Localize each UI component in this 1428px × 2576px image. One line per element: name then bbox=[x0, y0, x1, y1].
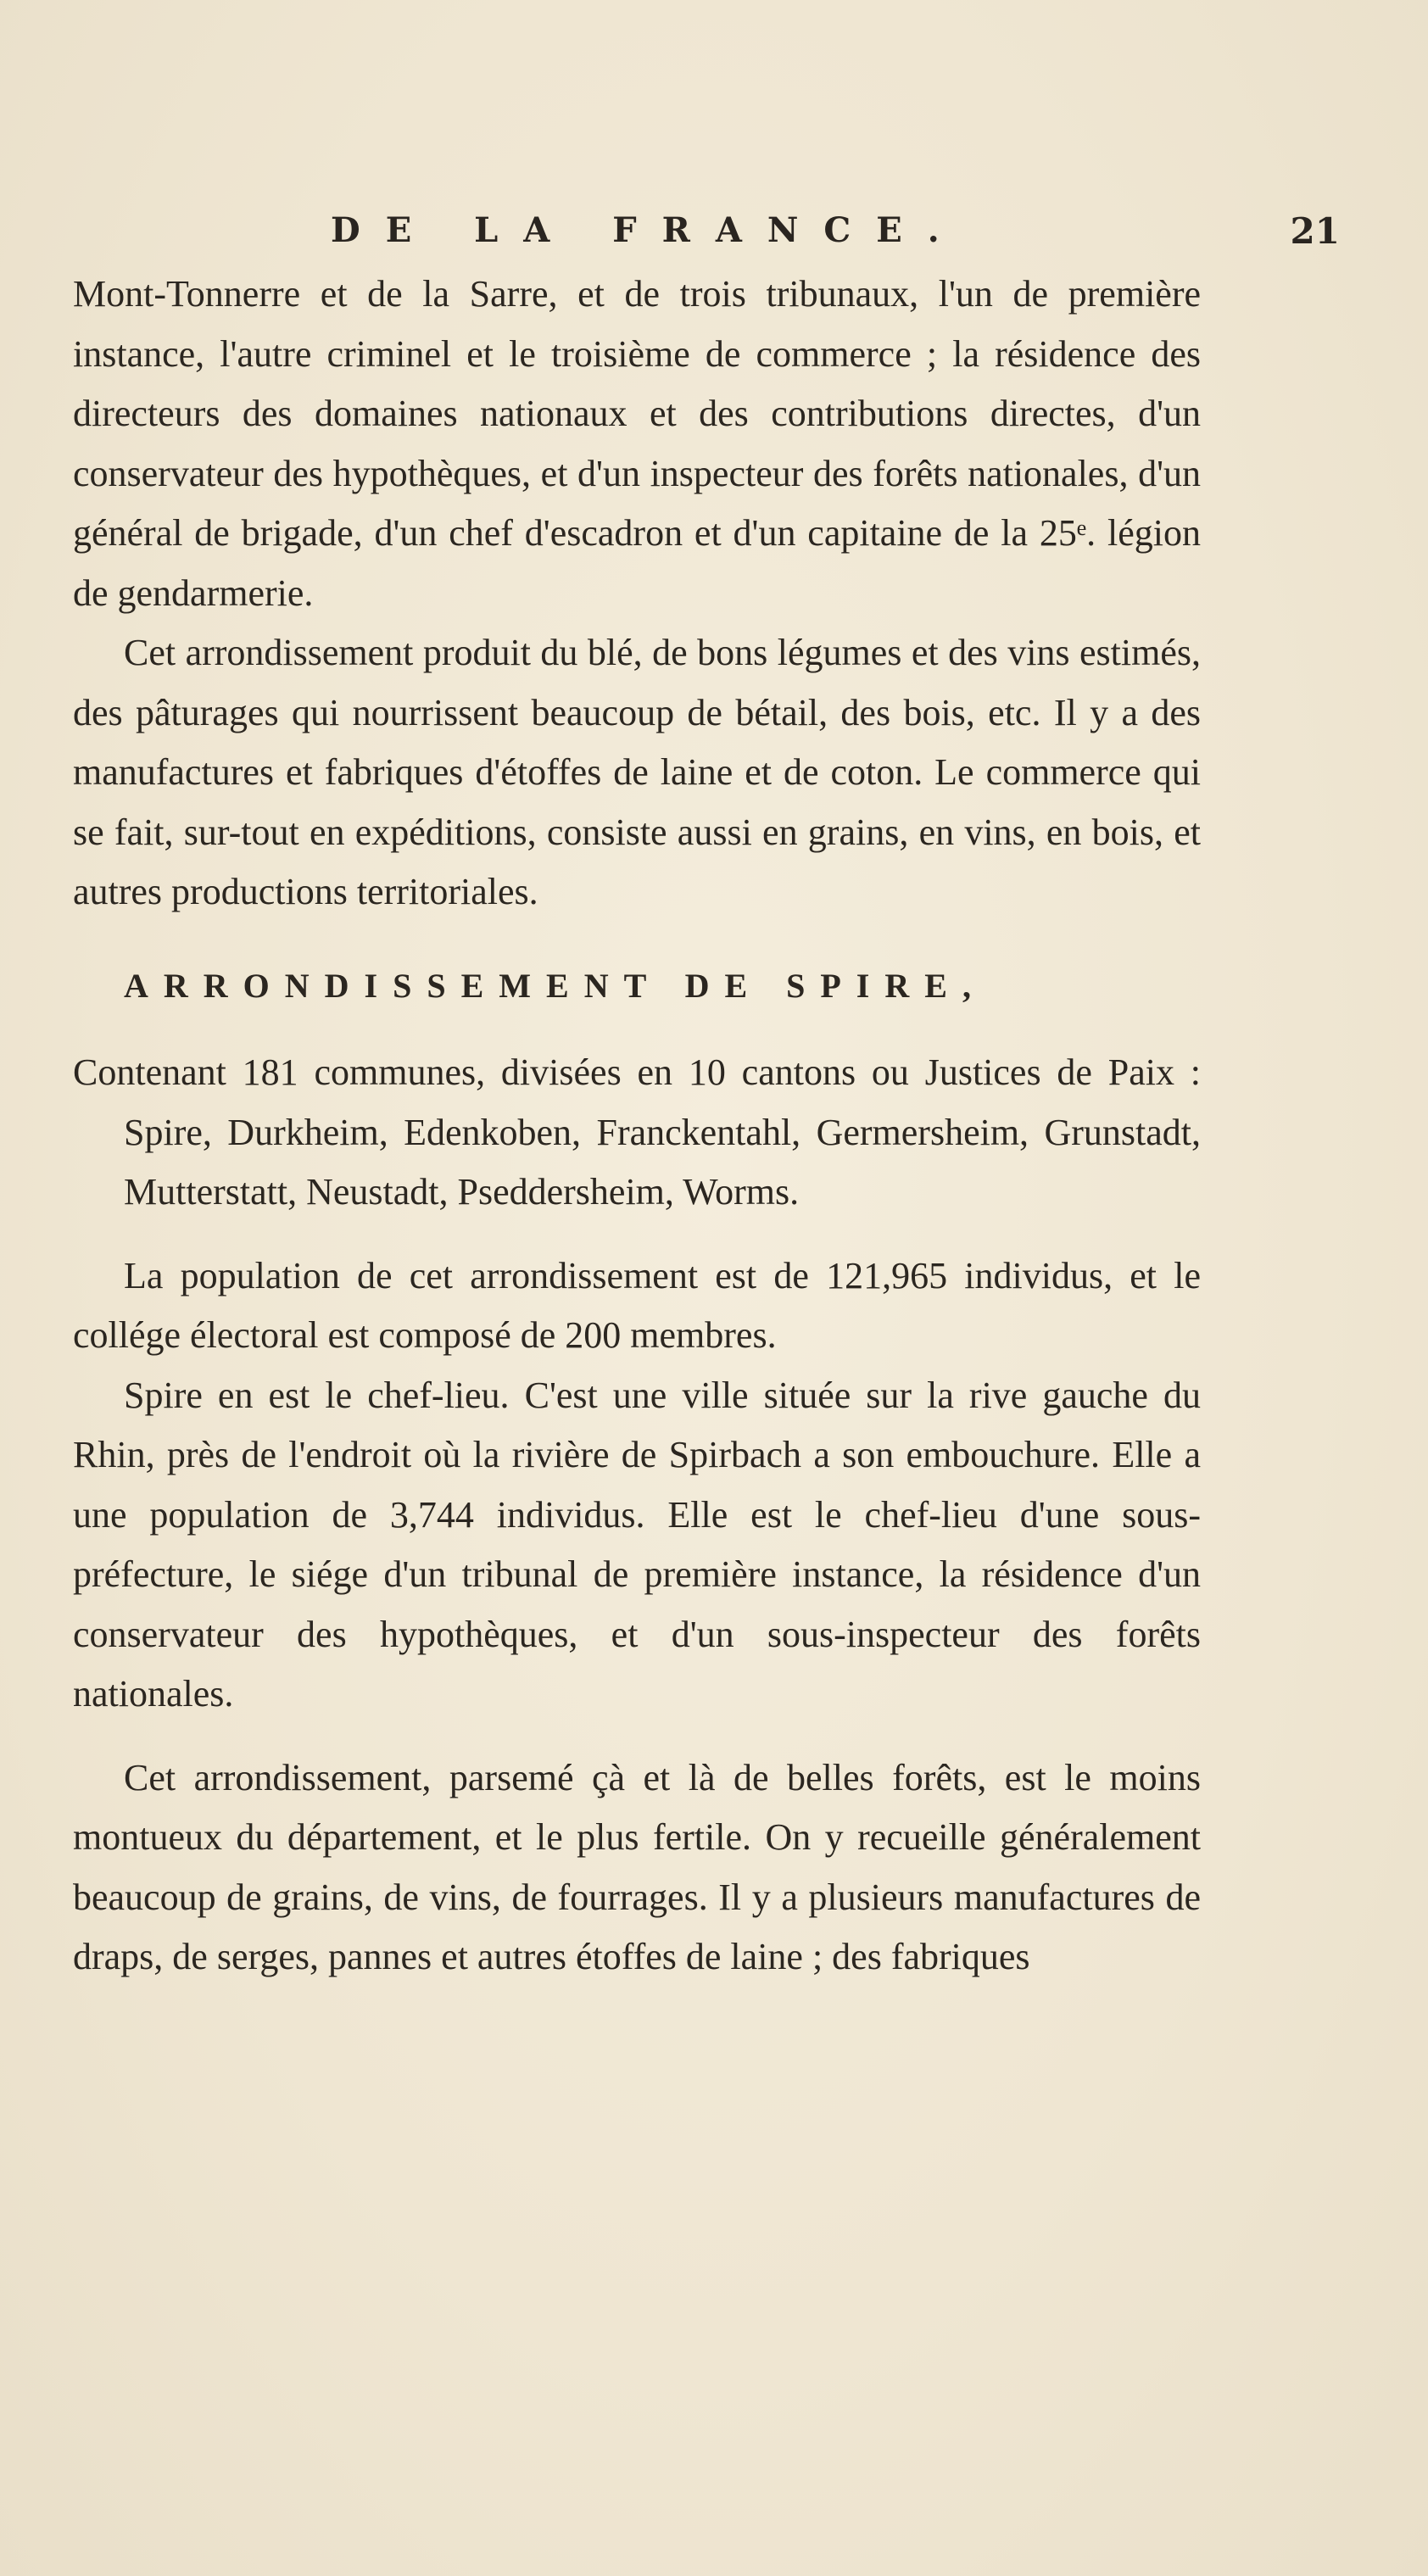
paragraph-produce: Cet arrondissement produit du blé, de bons légumes et des vins estimés, des pâturages qui nourrissent beaucoup de bétail, des bois, etc. Il y a des manufactures et fabriques d'étoffes de laine et de coton. Le commerce qui se fait, sur-tout en expéditions, consiste aussi en grains, en vins, en bois, et autres productions territoriales. bbox=[73, 632, 1201, 912]
paragraph-continuation: Mont-Tonnerre et de la Sarre, et de trois tribunaux, l'un de première instance, l'autre criminel et le troisième de commerce ; la résidence des directeurs des domaines nationaux et des contributions directes, d'un conservateur des hypothèques, et d'un inspecteur des forêts nationales, d'un général de brigade, d'un chef d'escadron et d'un capitaine de la 25ᵉ. légion de gendarmerie. bbox=[73, 273, 1201, 614]
running-head-title: DE LA FRANCE. bbox=[331, 210, 965, 250]
paragraph-spire-chef-lieu: Spire en est le chef-lieu. C'est une ville située sur la rive gauche du Rhin, près de l'endroit où la rivière de Spirbach a son embouchure. Elle a une population de 3,744 individus. Elle est le chef-lieu d'une sous-préfecture, le siége d'un tribunal de première instance, la résidence d'un conservateur des hypothèques, et d'un sous-inspecteur des forêts nationales. bbox=[73, 1374, 1201, 1715]
body-text bbox=[73, 265, 1201, 1988]
section-heading-spire: ARRONDISSEMENT DE SPIRE, bbox=[124, 966, 986, 1005]
paragraph-population: La population de cet arrondissement est de 121,965 individus, et le collége électoral est composé de 200 membres. bbox=[73, 1254, 1201, 1356]
paragraph-arrondissement-fertile: Cet arrondissement, parsemé çà et là de belles forêts, est le moins montueux du département, et le plus fertile. On y recueille généralement beaucoup de grains, de vins, de fourrages. Il y a plusieurs manufactures de draps, de serges, pannes et autres étoffes de laine ; des fabriques bbox=[73, 1756, 1201, 1977]
paragraph-communes: Contenant 181 communes, divisées en 10 cantons ou Justices de Paix : Spire, Durkheim, Edenkoben, Franckentahl, Germersheim, Grunstadt, Mutterstatt, Neustadt, Pseddersheim, Worms. bbox=[73, 1051, 1201, 1213]
page-number: 21 bbox=[1290, 210, 1340, 252]
running-head bbox=[144, 210, 1340, 261]
